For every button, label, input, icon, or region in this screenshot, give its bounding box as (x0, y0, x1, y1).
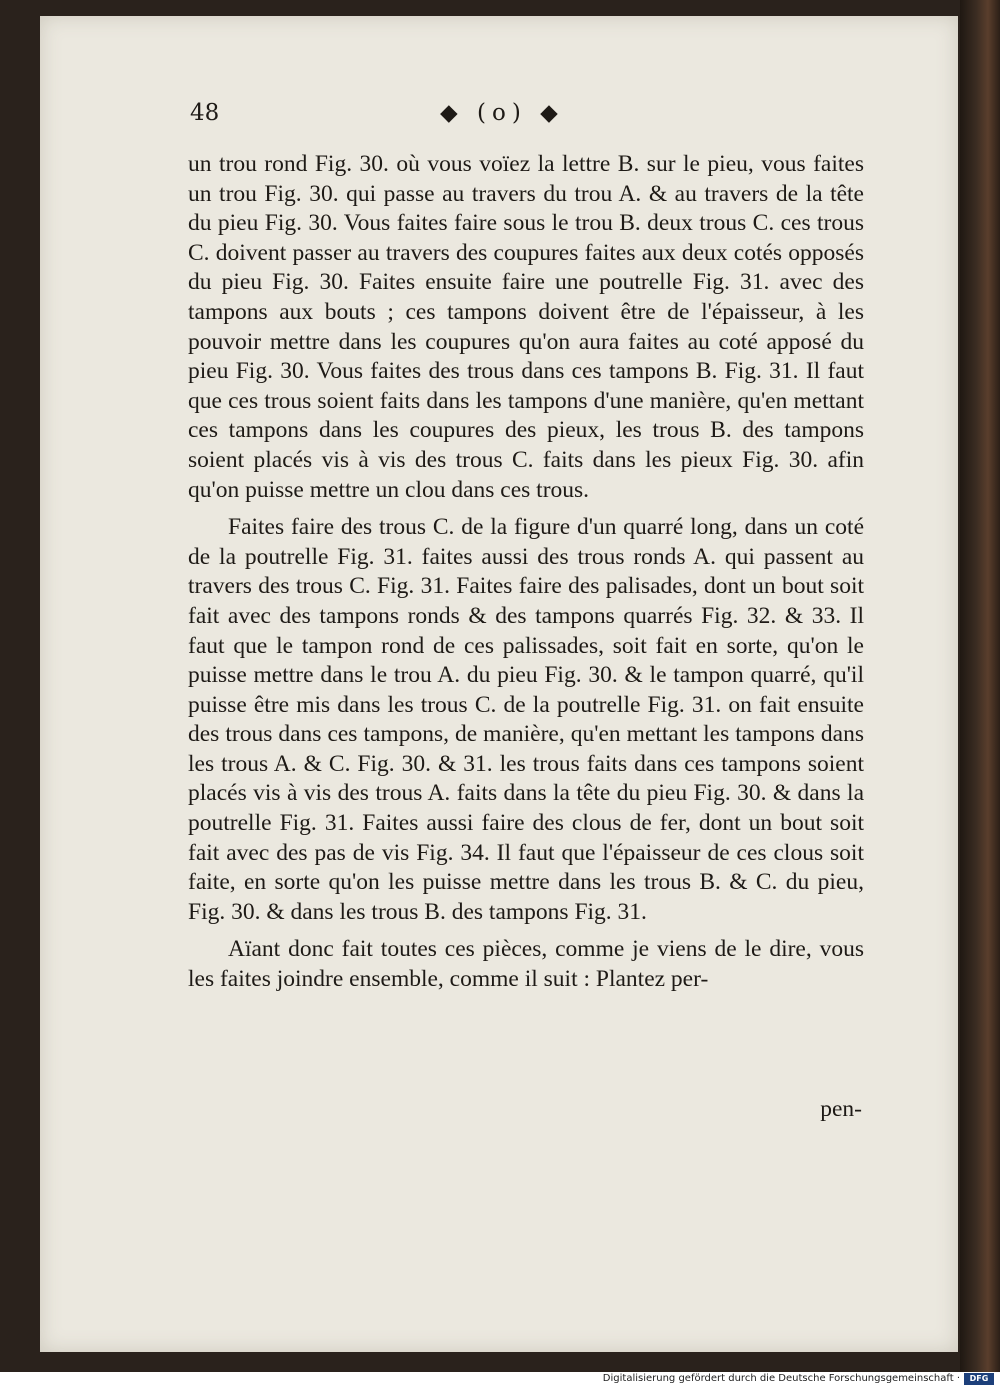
paragraph-3: Aïant donc fait toutes ces pièces, comme je viens de le dire, vous les faites joindre ensemble, comme il suit : Plantez per- (188, 936, 864, 993)
footer-bar (0, 1372, 1000, 1386)
running-header (190, 100, 860, 134)
paragraph-2: Faites faire des trous C. de la figure d'un quarré long, dans un coté de la poutrelle Fig. 31. faites aussi des trous ronds A. qui passent au travers des trous C. Fig. 31. Faites faire des palisades, dont un bout soit fait avec des tampons ronds & des tampons quarrés Fig. 32. & 33. Il faut que le tampon rond de ces palissades, soit fait en sorte, qu'on le puisse mettre dans le trou A. du pieu Fig. 30. & le tampon quarré, qu'il puisse être mis dans les trous C. de la poutrelle Fig. 31. on fait ensuite des trous dans ces tampons, de manière, qu'en mettant les tampons dans les trous A. & C. Fig. 30. & 31. les trous faits dans ces tampons soient placés vis à vis des trous A. faits dans la tête du pieu Fig. 30. & dans la poutrelle Fig. 31. Faites aussi faire des clous de fer, dont un bout soit fait avec des pas de vis Fig. 34. Il faut que l'épaisseur de ces clous soit faite, en sorte qu'on les puisse mettre dans les trous B. & C. du pieu, Fig. 30. & dans les trous B. des tampons Fig. 31. (188, 514, 864, 925)
body-text (188, 150, 864, 995)
funding-credit: Digitalisierung gefördert durch die Deutsche Forschungsgemeinschaft · (602, 1373, 960, 1384)
page-number: 48 (190, 100, 220, 126)
header-ornament: ◆ (o) ◆ (440, 100, 564, 126)
catchword: pen- (820, 1096, 862, 1122)
dfg-logo: DFG (964, 1373, 994, 1385)
paragraph-1: un trou rond Fig. 30. où vous voïez la lettre B. sur le pieu, vous faites un trou Fig. 30. qui passe au travers du trou A. & au travers de la tête du pieu Fig. 30. Vous faites faire sous le trou B. deux trous C. ces trous C. doivent passer au travers des coupures faites aux deux cotés opposés du pieu Fig. 30. Faites ensuite faire une poutrelle Fig. 31. avec des tampons aux bouts ; ces tampons doivent être de l'épaisseur, à les pouvoir mettre dans les coupures qu'on aura faites au coté apposé du pieu Fig. 30. Vous faites des trous dans ces tampons B. Fig. 31. Il faut que ces trous soient faits dans les tampons d'une manière, qu'en mettant ces tampons dans les coupures des pieux, les trous B. des tampons soient placés vis à vis des trous C. faits dans les pieux Fig. 30. afin qu'on puisse mettre un clou dans ces trous. (188, 151, 864, 503)
book-spine (960, 0, 1000, 1372)
